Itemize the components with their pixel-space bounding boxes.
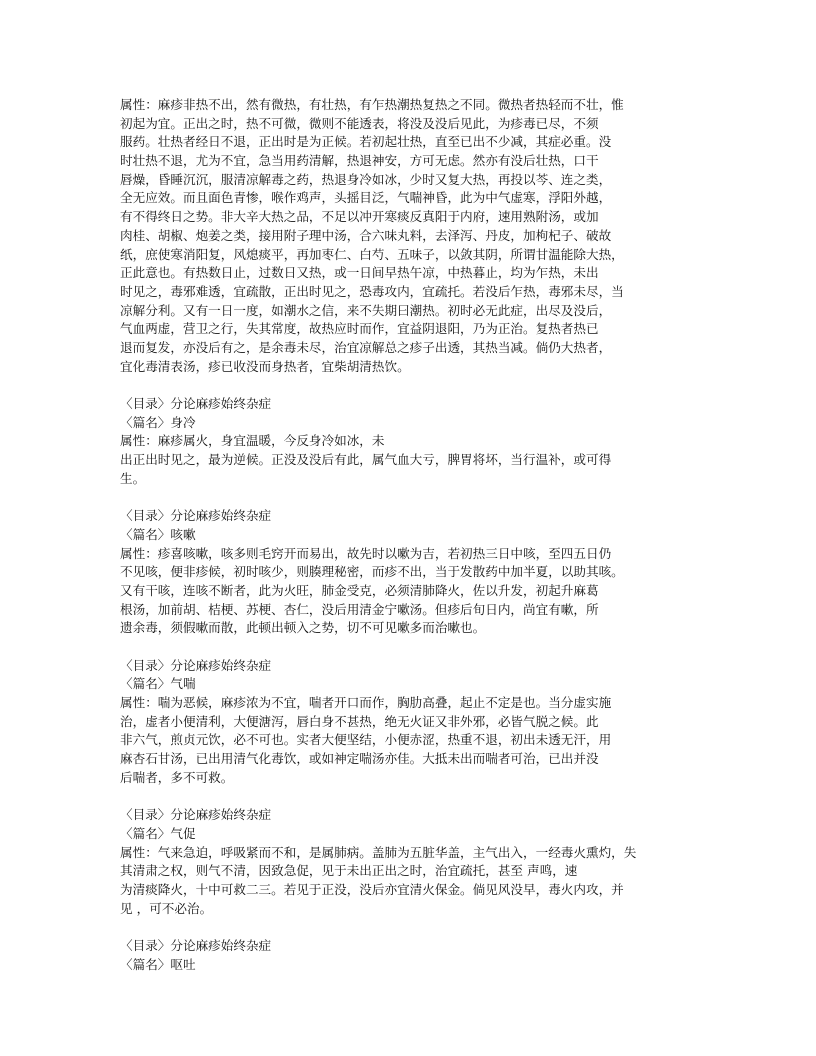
text-line: 其清肃之权，则气不清，因致急促，见于未出正出之时，治宜疏托，甚至 声鸣，速	[120, 863, 578, 879]
text-line: 遗余毒，须假嗽而散，此顿出顿入之势，切不可见嗽多而治嗽也。	[120, 620, 486, 636]
text-line: 初起为宜。正出之时，热不可微，微则不能透表，将没及没后见此，为疹毒已尽，不须	[120, 115, 599, 131]
text-line: 唇燥，昏睡沉沉，服清凉解毒之药，热退身冷如冰，少时又复大热，再投以芩、连之类，	[120, 171, 612, 187]
text-line: 属性：麻疹非热不出，然有微热，有壮热，有乍热潮热复热之不同。微热者热轻而不壮，惟	[120, 97, 624, 112]
section-body-cold	[120, 395, 700, 488]
paragraph-gap	[120, 638, 700, 657]
paragraph-gap	[120, 488, 700, 507]
text-block-fever	[120, 96, 700, 376]
text-line: 纸，庶使寒消阳复，风熄痰平，再加枣仁、白芍、五味子，以敛其阴，所谓甘温能除大热，	[120, 246, 624, 262]
text-line: 根汤，加前胡、桔梗、苏梗、杏仁，没后用清金宁嗽汤。但疹后旬日内，尚宜有嗽，所	[120, 601, 599, 617]
text-line: 时壮热不退，尤为不宜，急当用药清解，热退神安，方可无虑。然亦有没后壮热，口干	[120, 153, 599, 169]
catalog-heading: 〈目录〉分论麻疹始终杂症	[120, 657, 272, 673]
chapter-title: 〈篇名〉咳嗽	[120, 526, 196, 542]
text-line: 麻杏石甘汤，已出用清气化毒饮，或如神定喘汤亦佳。大抵未出而喘者可治，已出并没	[120, 751, 599, 767]
text-line: 退而复发，亦没后有之，是余毒未尽，治宜凉解总之疹子出透，其热当减。倘仍大热者，	[120, 339, 612, 355]
catalog-heading: 〈目录〉分论麻疹始终杂症	[120, 937, 272, 953]
section-vomiting	[120, 937, 700, 974]
section-short-breath	[120, 806, 700, 918]
text-line: 属性：麻疹属火，身宜温暖，今反身冷如冰，未	[120, 433, 385, 449]
text-line: 有不得终日之势。非大辛大热之品，不足以冲开寒痰反真阳于内府，速用熟附汤，或加	[120, 209, 599, 225]
text-line: 时见之，毒邪难透，宜疏散，正出时见之，恐毒攻内，宜疏托。若没后乍热，毒邪未尽，当	[120, 283, 624, 299]
text-line: 属性：气来急迫，呼吸紧而不和，是属肺病。盖肺为五脏华盖，主气出入，一经毒火熏灼，失	[120, 844, 637, 860]
catalog-heading: 〈目录〉分论麻疹始终杂症	[120, 508, 272, 524]
chapter-title: 〈篇名〉气喘	[120, 676, 196, 692]
paragraph-gap	[120, 918, 700, 937]
text-line: 见 ，可不必治。	[120, 900, 213, 916]
text-line: 肉桂、胡椒、炮姜之类，接用附子理中汤，合六味丸料，去泽泻、丹皮，加枸杞子、破故	[120, 227, 612, 243]
text-line: 服药。壮热者经日不退，正出时是为正候。若初起壮热，直至已出不少减，其症必重。没	[120, 134, 612, 150]
text-line: 属性：疹喜咳嗽，咳多则毛窍开而易出，故先时以嗽为吉，若初热三日中咳，至四五日仍	[120, 545, 612, 561]
catalog-heading: 〈目录〉分论麻疹始终杂症	[120, 396, 272, 411]
chapter-title: 〈篇名〉身冷	[120, 414, 196, 430]
section-wheezing	[120, 657, 700, 788]
text-line: 为清痰降火，十中可救二三。若见于正没，没后亦宜清火保金。倘见风没早，毒火内攻，并	[120, 881, 624, 897]
text-line: 后喘者，多不可救。	[120, 769, 234, 785]
text-line: 全无应效。而且面色青惨，喉作鸡声，头摇目泛，气喘神昏，此为中气虚寒，浮阳外越，	[120, 190, 612, 206]
text-line: 不见咳，便非疹候，初时咳少，则腠理秘密，而疹不出，当于发散药中加半夏，以助其咳。	[120, 564, 624, 580]
text-line: 治，虚者小便清利，大便溏泻，唇白身不甚热，绝无火证又非外邪，必皆气脱之候。此	[120, 713, 599, 729]
paragraph-gap	[120, 376, 700, 395]
text-line: 属性：喘为恶候，麻疹浓为不宜，喘者开口而作，胸肋高叠，起止不定是也。当分虚实施	[120, 695, 612, 710]
text-line: 凉解分利。又有一日一度，如潮水之信，来不失期曰潮热。初时必无此症，出尽及没后，	[120, 302, 612, 318]
chapter-title: 〈篇名〉气促	[120, 825, 196, 841]
document-page	[120, 96, 700, 974]
text-line: 宜化毒清表汤，疹已收没而身热者，宜柴胡清热饮。	[120, 358, 410, 374]
text-line: 非六气，煎贞元饮，必不可也。实者大便坚结，小便赤涩，热重不退，初出未透无汗，用	[120, 732, 612, 748]
text-line: 气血两虚，营卫之行，失其常度，故热应时而作，宜益阴退阳，乃为正治。复热者热已	[120, 321, 599, 337]
chapter-title: 〈篇名〉呕吐	[120, 956, 196, 972]
paragraph-gap	[120, 787, 700, 806]
text-line: 生。	[120, 470, 146, 486]
text-line: 正此意也。有热数日止，过数日又热，或一日间早热午凉，中热暮止，均为乍热，未出	[120, 265, 599, 281]
section-cough	[120, 507, 700, 638]
text-line: 又有干咳，连咳不断者，此为火旺，肺金受克，必须清肺降火，佐以升发，初起升麻葛	[120, 582, 599, 598]
text-line: 出正出时见之，最为逆候。正没及没后有此，属气血大亏，脾胃将坏，当行温补，或可得	[120, 452, 612, 468]
catalog-heading: 〈目录〉分论麻疹始终杂症	[120, 807, 272, 823]
